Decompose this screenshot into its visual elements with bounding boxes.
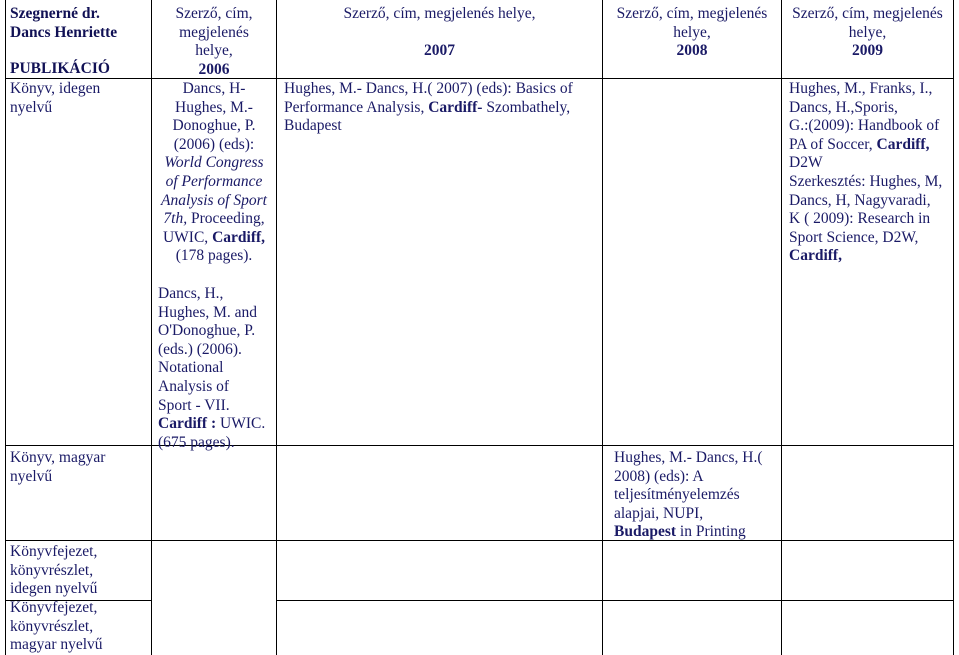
table-column-divider <box>602 0 603 655</box>
year-label: 2009 <box>852 42 883 60</box>
table-column-divider <box>781 0 782 655</box>
row-label-konyv-magyar: Könyv, magyar nyelvű <box>10 449 106 485</box>
header-author-publication <box>10 5 150 79</box>
header-2007: Szerző, cím, megjelenés helye, 2007 <box>277 5 602 60</box>
row-label-konyv-idegen: Könyv, idegen nyelvű <box>10 80 101 116</box>
author-name: Dancs Henriette <box>10 23 118 41</box>
year-label: 2008 <box>676 42 708 60</box>
table-border-right <box>953 0 954 655</box>
table-row-divider <box>5 445 954 446</box>
entry-2007-basics: Hughes, M.- Dancs, H.( 2007) (eds): Basics of Performance Analysis, Cardiff- Szombathely, Budapest <box>284 80 573 135</box>
header-2009: Szerző, cím, megjelenés helye, 2009 <box>782 5 953 61</box>
row-label-fejezet-idegen: Könyvfejezet, könyvrészlet, idegen nyelvű <box>10 543 98 598</box>
table-column-divider <box>276 0 277 655</box>
table-row-divider <box>277 600 954 601</box>
row-label-fejezet-magyar: Könyvfejezet, könyvrészlet, magyar nyelvű <box>10 599 103 654</box>
author-name: Szegnerné dr. <box>10 5 100 22</box>
year-label: 2006 <box>198 60 230 78</box>
entry-2006-world-congress: Dancs, H- Hughes, M.- Donoghue, P. (2006) (eds): World Congress of Performance Analysis of Sport 7th, Proceeding, UWIC, Cardiff, (178 pages). <box>161 80 267 265</box>
header-2008: Szerző, cím, megjelenés helye, 2008 <box>603 5 781 61</box>
entry-2006-notational-analysis: Dancs, H., Hughes, M. and O'Donoghue, P. (eds.) (2006). Notational Analysis of Sport - VII. Cardiff : UWIC. (675 pages). <box>158 285 266 451</box>
header-2006: Szerző, cím, megjelenés helye, 2006 <box>152 5 276 79</box>
year-label: 2007 <box>424 41 455 59</box>
table-border-left <box>5 0 6 655</box>
entry-2009-handbook: Hughes, M., Franks, I., Dancs, H.,Sporis, G.:(2009): Handbook of PA of Soccer, Cardiff, D2W Szerkesztés: Hughes, M, Dancs, H, Nagyvaradi, K ( 2009): Research in Sport Science, D2W, Cardiff, <box>789 80 943 265</box>
entry-2008-teljesitmenyelemzes: Hughes, M.- Dancs, H.( 2008) (eds): A teljesítményelemzés alapjai, NUPI, Budapest in Printing <box>614 449 763 541</box>
publication-heading: PUBLIKÁCIÓ <box>10 60 110 78</box>
table-row-divider <box>5 540 954 541</box>
